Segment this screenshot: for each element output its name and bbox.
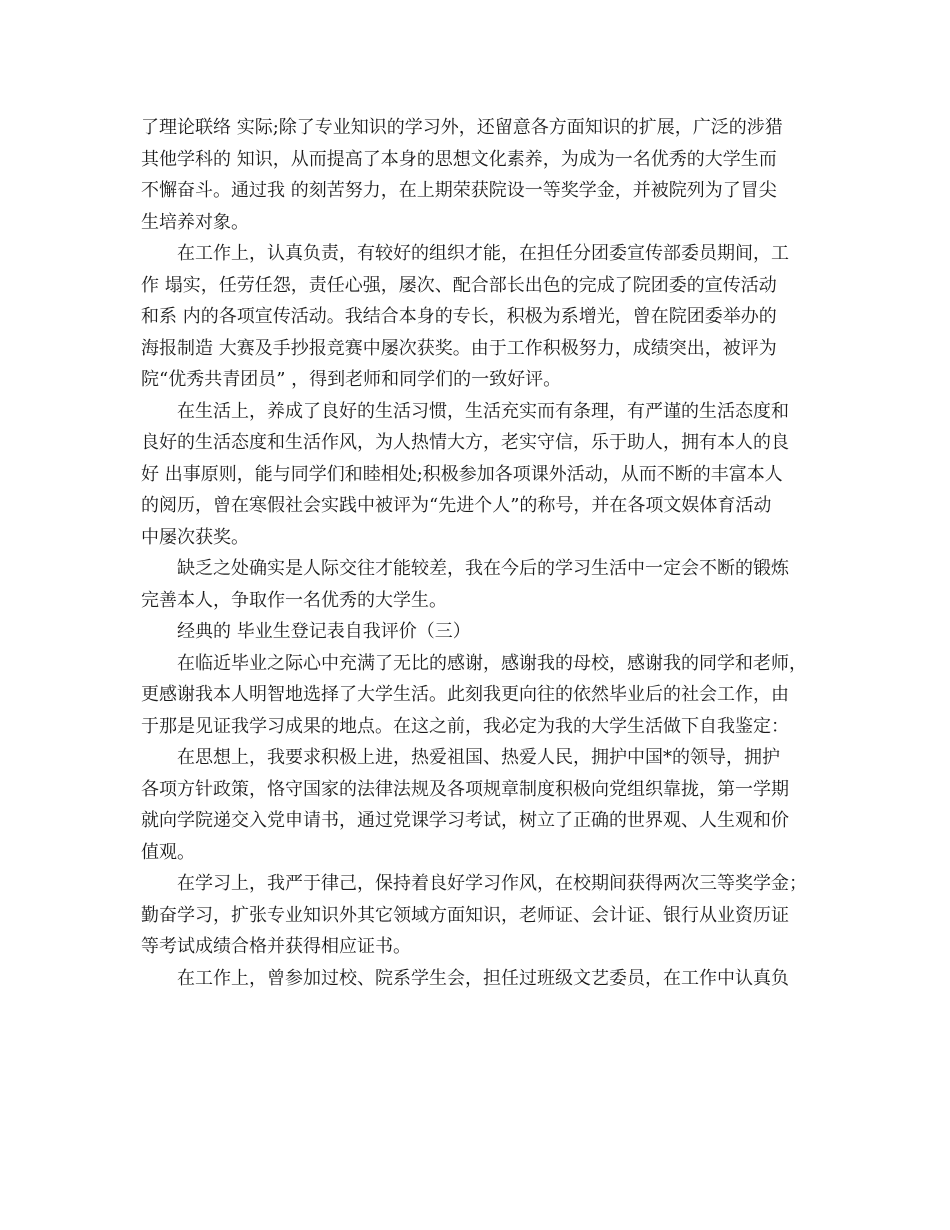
text-line: 作 塌实，任劳任怨，责任心强，屡次、配合部长出色的完成了院团委的宣传活动 (141, 274, 777, 296)
text-line: 缺乏之处确实是人际交往才能较差，我在今后的学习生活中一定会不断的锻炼 (177, 558, 789, 579)
text-line: 在生活上，养成了良好的生活习惯，生活充实而有条理，有严谨的生活态度和 (177, 400, 789, 422)
text-line: 院“优秀共青团员” ，得到老师和同学们的一致好评。 (141, 369, 562, 390)
text-line: 中屡次获奖。 (141, 526, 249, 548)
text-line: 在工作上，曾参加过校、院系学生会，担任过班级文艺委员，在工作中认真负 (177, 967, 789, 989)
text-line: 在工作上，认真负责，有较好的组织才能，在担任分团委宣传部委员期间，工 (177, 243, 789, 264)
text-line: 更感谢我本人明智地选择了大学生活。此刻我更向往的依然毕业后的社会工作，由 (141, 684, 789, 705)
text-line: 勤奋学习，扩张专业知识外其它领域方面知识，老师证、会计证、银行从业资历证 (141, 904, 789, 926)
document-body (141, 112, 831, 994)
text-line: 在学习上，我严于律己，保持着良好学习作风，在校期间获得两次三等奖学金； (177, 873, 807, 894)
text-line: 不懈奋斗。通过我 的刻苦努力，在上期荣获院设一等奖学金，并被院列为了冒尖 (141, 180, 777, 201)
text-line: 经典的 毕业生登记表自我评价（三） (177, 621, 471, 642)
text-line: 各项方针政策，恪守国家的法律法规及各项规章制度积极向党组织靠拢，第一学期 (141, 778, 789, 800)
text-line: 良好的生活态度和生活作风，为人热情大方，老实守信，乐于助人，拥有本人的良 (141, 432, 789, 453)
text-line: 在思想上，我要求积极上进，热爱祖国、热爱人民，拥护中国*的领导，拥护 (177, 747, 780, 768)
text-line: 和系 内的各项宣传活动。我结合本身的专长，积极为系增光，曾在院团委举办的 (141, 306, 777, 327)
text-line: 值观。 (141, 841, 195, 863)
text-line: 在临近毕业之际心中充满了无比的感谢，感谢我的母校，感谢我的同学和老师， (177, 652, 807, 674)
text-line: 完善本人，争取作一名优秀的大学生。 (141, 589, 447, 611)
text-line: 的阅历，曾在寒假社会实践中被评为“先进个人”的称号，并在各项文娱体育活动 (141, 495, 772, 516)
text-line: 就向学院递交入党申请书，通过党课学习考试，树立了正确的世界观、人生观和价 (141, 810, 789, 831)
text-line: 海报制造 大赛及手抄报竞赛中屡次获奖。由于工作积极努力，成绩突出，被评为 (141, 337, 777, 359)
text-line: 于那是见证我学习成果的地点。在这之前，我必定为我的大学生活做下自我鉴定： (141, 715, 789, 737)
text-line: 好 出事原则，能与同学们和睦相处;积极参加各项课外活动，从而不断的丰富本人 (141, 463, 783, 485)
text-line: 其他学科的 知识，从而提高了本身的思想文化素养，为成为一名优秀的大学生而 (141, 148, 777, 170)
text-line: 了理论联络 实际;除了专业知识的学习外，还留意各方面知识的扩展，广泛的涉猎 (141, 117, 783, 138)
text-line: 等考试成绩合格并获得相应证书。 (141, 936, 411, 957)
text-line: 生培养对象。 (141, 211, 249, 233)
